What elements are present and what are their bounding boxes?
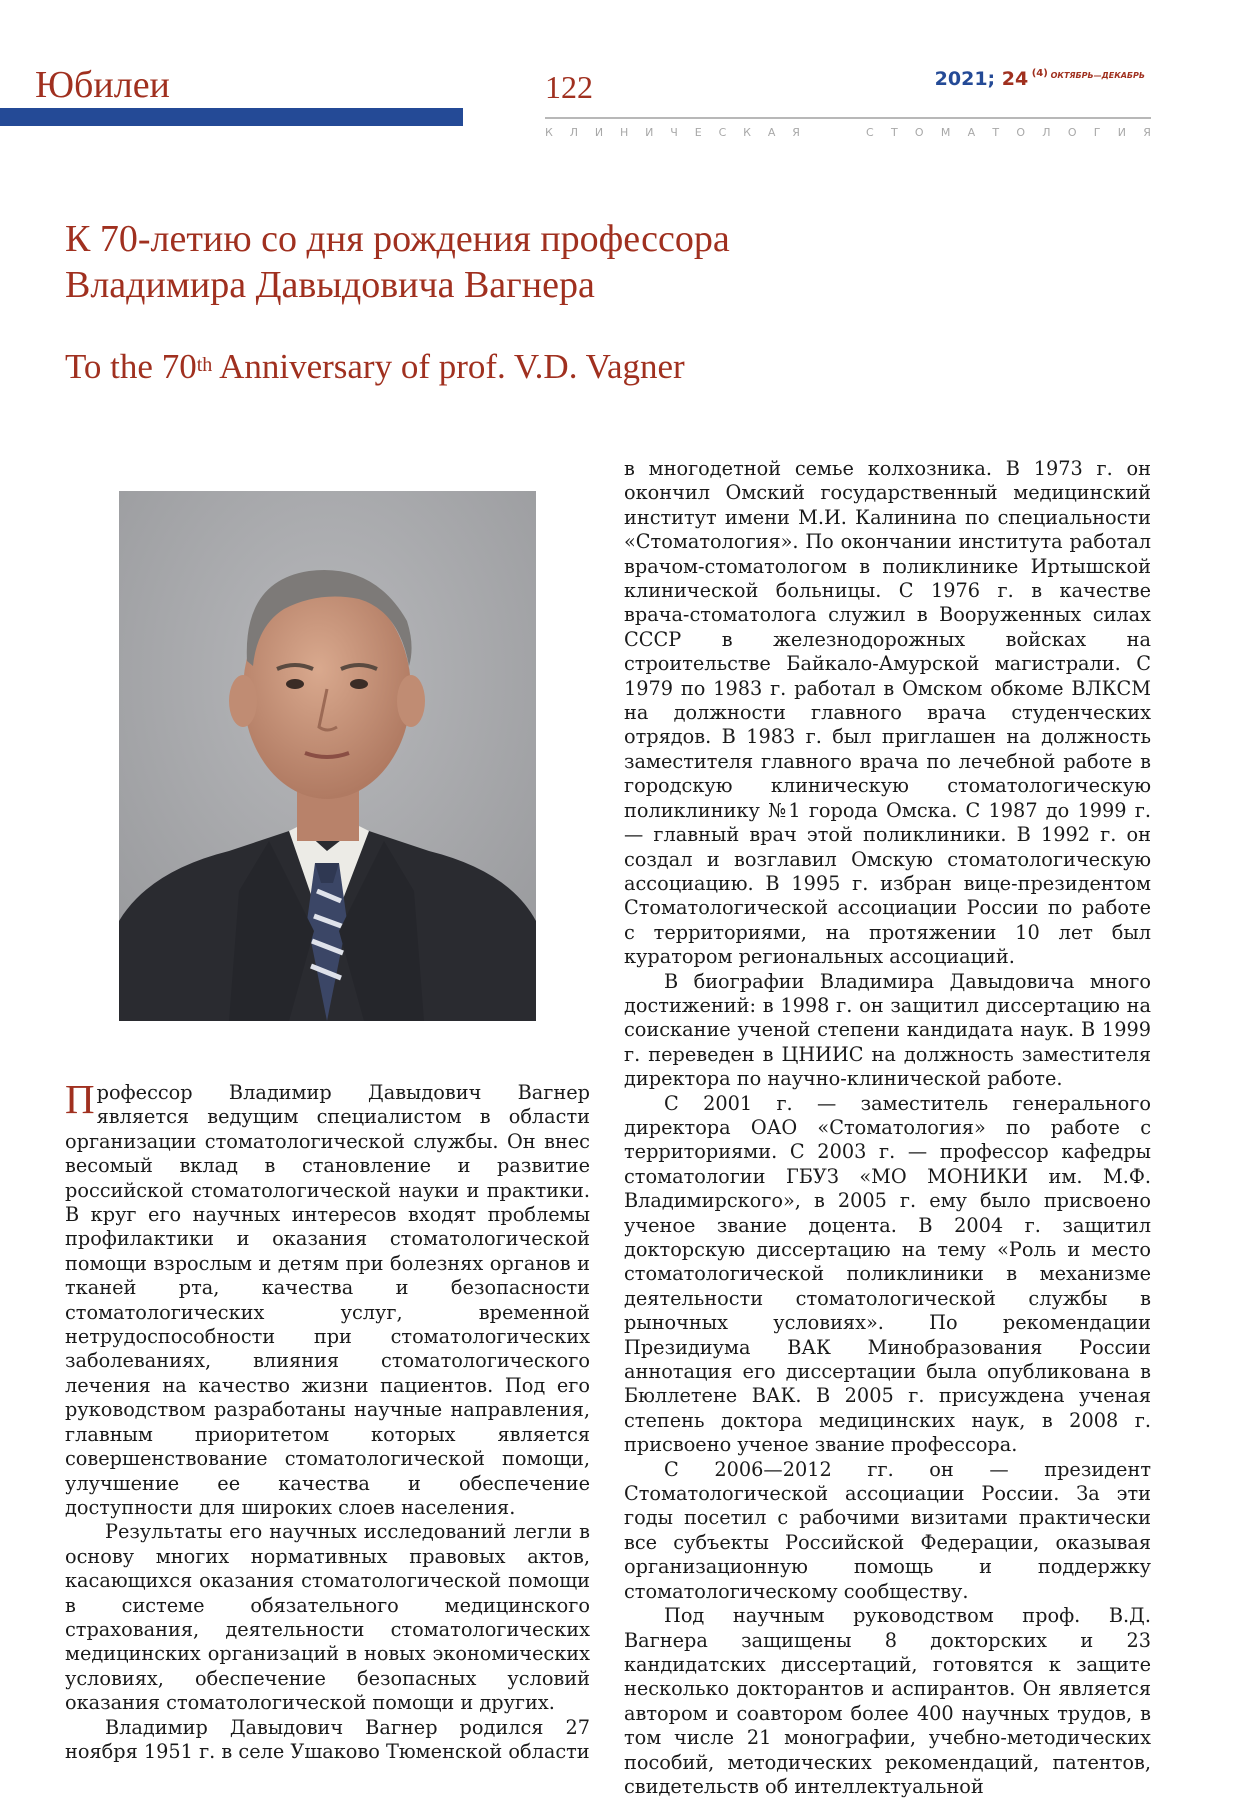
issue-months: ОКТЯБРЬ—ДЕКАБРЬ (1047, 71, 1145, 80)
journal-letter: О (1016, 126, 1026, 139)
title-en-suffix: Anniversary of prof. V.D. Vagner (212, 347, 685, 386)
paragraph: В биографии Владимира Давыдовича много достижений: в 1998 г. он защитил диссертацию на соискание ученой степени кандидата наук. В 1999 г. переведен в ЦНИИС на должность заместителя директора по научно-клинической работе. (624, 969, 1151, 1091)
section-accent-bar (0, 108, 463, 126)
journal-letter: А (767, 126, 776, 139)
journal-letter: О (1067, 126, 1077, 139)
title-ru-line-1: К 70-летию со дня рождения профессора (65, 218, 730, 260)
journal-letter: Л (569, 126, 578, 139)
portrait-illustration (119, 491, 536, 1021)
journal-letter: С (866, 126, 874, 139)
journal-letter: Ч (670, 126, 678, 139)
journal-letter: И (1117, 126, 1126, 139)
journal-name (545, 126, 1151, 139)
article-title-en (65, 345, 1065, 389)
issue-volume: 24 (995, 68, 1029, 90)
left-text-column (65, 1076, 590, 1764)
paragraph: Под научным руководством проф. В.Д. Вагнера защищены 8 докторских и 23 кандидатских диссертаций, готовятся к защите несколько докторантов и аспирантов. Он является автором и соавтором более 400 научных трудов, в том числе 21 монографии, учебно-методических пособий, методических рекомендаций, патентов, свидетельств об интеллектуальной (624, 1604, 1151, 1798)
journal-letter: С (718, 126, 727, 139)
journal-letter: А (967, 126, 976, 139)
paragraph: в многодетной семье колхозника. В 1973 г. он окончил Омский государственный медицинский институт имени М.И. Калинина по специальности «Стоматология». По окончании института работал врачом-стоматологом в поликлинике Иртышской клинической больницы. С 1976 г. в качестве врача-стоматолога служил в Вооруженных силах СССР в железнодорожных войсках на строительстве Байкало-Амурской магистрали. С 1979 по 1983 г. работал в Омском обкоме ВЛКСМ на должности главного врача студенческих отрядов. В 1983 г. был приглашен на должность заместителя главного врача по лечебной работе в городскую клиническую стоматологическую поликлинику №1 города Омска. С 1987 до 1999 г. — главный врач этой поликлиники. В 1992 г. он создал и возглавил Омскую стоматологическую ассоциацию. В 1995 г. избран вице-президентом Стоматологической ассоциации России по работе с территориями, на протяжении 10 лет был куратором региональных ассоциаций. (624, 457, 1151, 969)
section-label: Юбилеи (35, 64, 170, 106)
right-text-column (624, 457, 1151, 1799)
journal-letter: Н (620, 126, 629, 139)
journal-letter: Я (792, 126, 800, 139)
issue-info (935, 70, 1145, 89)
header-rule (545, 117, 1151, 119)
issue-number: (4) (1028, 68, 1048, 79)
journal-letter: Я (1143, 126, 1151, 139)
issue-year: 2021; (934, 68, 996, 90)
page-number: 122 (545, 69, 593, 105)
journal-letter: Т (992, 126, 1000, 139)
drop-cap: П (65, 1076, 95, 1122)
journal-letter: К (743, 126, 751, 139)
journal-letter: М (940, 126, 951, 139)
journal-letter: К (545, 126, 553, 139)
journal-letter: Е (694, 126, 702, 139)
article-title-ru (65, 216, 1065, 308)
paragraph (65, 1076, 590, 1520)
journal-letter: Т (890, 126, 898, 139)
journal-letter: Л (1042, 126, 1051, 139)
paragraph: С 2001 г. — заместитель генерального директора ОАО «Стоматология» по работе с территориями. С 2003 г. — профессор кафедры стоматологии ГБУЗ «МО МОНИКИ им. М.Ф. Владимирского», в 2005 г. ему было присвоено ученое звание доцента. В 2004 г. защитил докторскую диссертацию на тему «Роль и место стоматологической поликлиники в механизме деятельности стоматологической службы в рыночных условиях». По рекомендации Президиума ВАК Минобразования России аннотация его диссертации была опубликована в Бюллетене ВАК. В 2005 г. присуждена ученая степень доктора медицинских наук, в 2008 г. присвоено ученое звание профессора. (624, 1091, 1151, 1457)
journal-word-1 (545, 126, 800, 139)
journal-word-2 (866, 126, 1151, 139)
paragraph: С 2006—2012 гг. он — президент Стоматологической ассоциации России. За эти годы посетил с рабочими визитами практически все субъекты Российской Федерации, оказывая организационную помощь и поддержку стоматологическому сообществу. (624, 1457, 1151, 1603)
journal-letter: О (914, 126, 924, 139)
paragraph: Результаты его научных исследований легли в основу многих нормативных правовых актов, касающихся оказания стоматологической помощи в системе обязательного медицинского страхования, деятельности стоматологических медицинских организаций в новых экономических условиях, обеспечение безопасных условий оказания стоматологической помощи и других. (65, 1520, 590, 1715)
journal-letter: И (594, 126, 604, 139)
paragraph-text: рофессор Владимир Давыдович Вагнер является ведущим специалистом в области организации стоматологической службы. Он внес весомый вклад в становление и развитие российской стоматологической науки и практики. В круг его научных интересов входят проблемы профилактики и оказания стоматологической помощи взрослым и детям при болезнях органов и тканей рта, качества и безопасности стоматологических услуг, временной нетрудоспособности при стоматологических заболеваниях, влияния стоматологического лечения на качество жизни пациентов. Под его руководством разработаны научные направления, главным приоритетом которых является совершенствование стоматологической помощи, улучшение ее качества и обеспечение доступности для широких слоев населения. (65, 1081, 590, 1519)
journal-letter: И (645, 126, 654, 139)
title-ru-line-2: Владимира Давыдовича Вагнера (65, 264, 595, 306)
portrait-photo (119, 491, 536, 1021)
paragraph: Владимир Давыдович Вагнер родился 27 ноября 1951 г. в селе Ушаково Тюменской области (65, 1715, 590, 1763)
journal-letter: Г (1093, 126, 1101, 139)
title-en-superscript: th (196, 354, 213, 376)
title-en-prefix: To the 70 (65, 347, 197, 386)
